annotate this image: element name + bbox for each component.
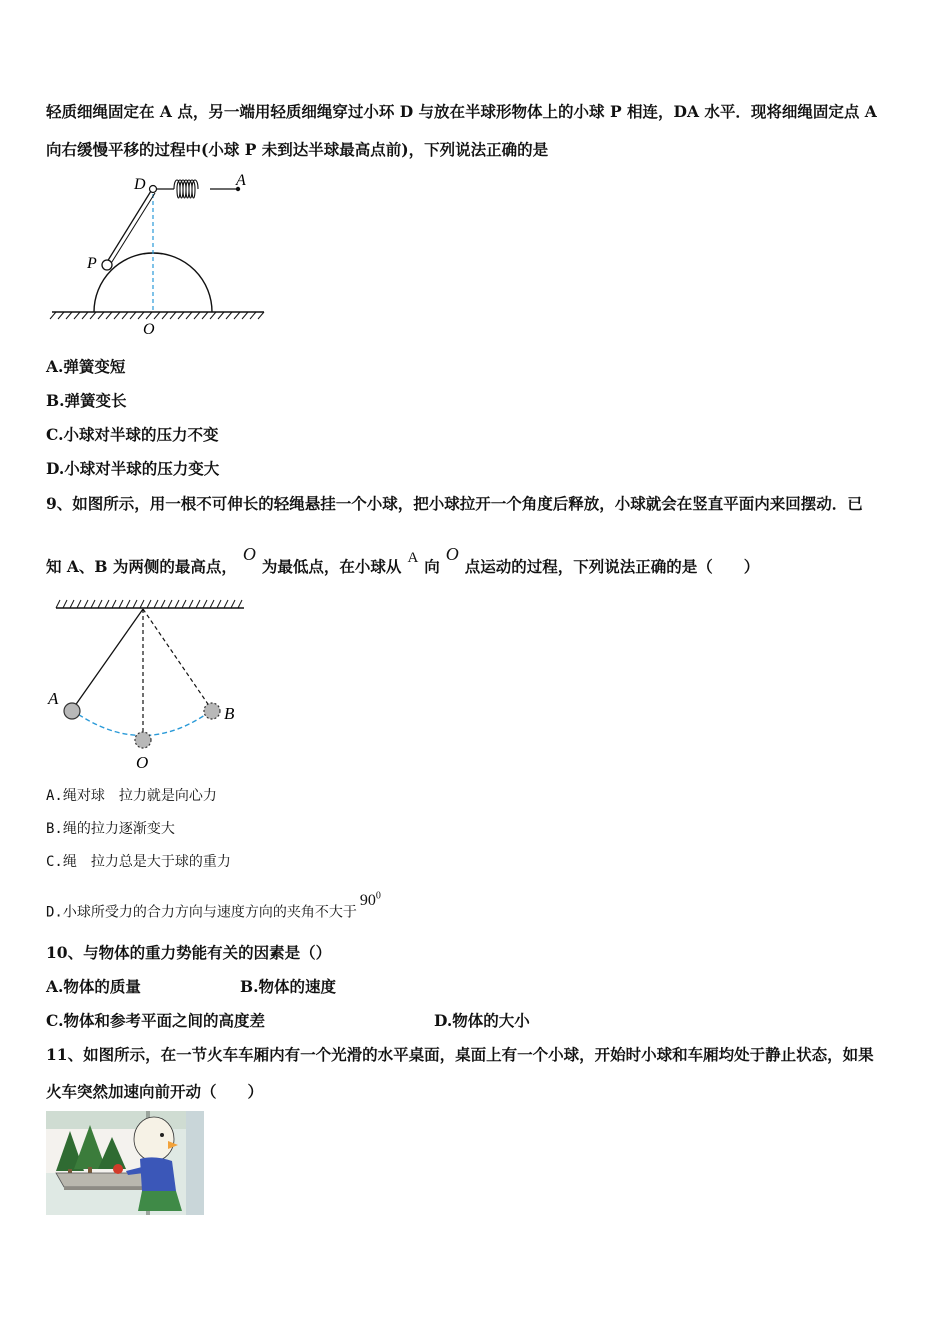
ring-d [150,186,157,193]
q9-option-c: C.绳 拉力总是大于球的重力 [46,854,231,870]
q9-figure [44,596,254,774]
label-o: O [143,321,155,338]
q9-option-d-text: D.小球所受力的合力方向与速度方向的夹角不大于 [46,904,357,921]
ball-p [102,260,112,270]
q11-train-illustration [46,1111,204,1215]
q10-option-a: A.物体的质量 [46,977,141,996]
q8-option-d: D.小球对半球的压力变大 [46,459,220,478]
angle-degree: 0 [375,891,381,902]
ground-hatch [50,312,264,319]
ceiling-hatch [56,600,242,608]
q8-option-c: C.小球对半球的压力不变 [46,425,219,444]
q10-option-c: C.物体和参考平面之间的高度差 [46,1011,265,1030]
q9-stem-part4: 点运动的过程，下列说法正确的是（ ） [464,557,760,576]
spring [174,180,198,198]
q8-stem-line1: 轻质细绳固定在 A 点，另一端用轻质细绳穿过小环 D 与放在半球形物体上的小球 P 相连，DA 水平．现将细绳固定点 A [46,102,877,121]
q10-option-b: B.物体的速度 [240,977,336,996]
q11-stem-line1: 11、如图所示，在一节火车车厢内有一个光滑的水平桌面，桌面上有一个小球，开始时小球和车厢均处于静止状态，如果 [46,1045,874,1064]
q9-stem-o2: O [445,544,459,564]
label-a: A [236,172,246,189]
label-d: D [134,176,146,193]
label-a: A [48,689,59,708]
angle-value: 90 [359,892,376,910]
q10-option-d: D.物体的大小 [434,1011,530,1030]
q9-stem-part2: 为最低点，在小球从 [261,557,402,576]
q8-option-b: B.弹簧变长 [46,391,127,410]
label-o: O [136,753,149,772]
ball-b [204,703,220,719]
q9-stem-part3: 向 [424,557,440,576]
string-dp [107,191,151,262]
q8-stem-line2: 向右缓慢平移的过程中(小球 P 未到达半球最高点前)，下列说法正确的是 [46,140,549,159]
q9-option-a: A.绳对球 拉力就是向心力 [46,788,217,804]
ball-a [64,703,80,719]
q9-option-d-angle [360,892,381,909]
q11-stem-line2: 火车突然加速向前开动（ ） [46,1082,264,1101]
q9-stem-line2 [46,544,760,578]
string-a [72,609,143,710]
q9-option-b: B.绳的拉力逐渐变大 [46,821,175,837]
q9-option-d [46,891,381,922]
q9-stem-line1: 9、如图所示，用一根不可伸长的轻绳悬挂一个小球，把小球拉开一个角度后释放，小球就会在竖直平面内来回摆动．已 [46,494,863,513]
ball-o [135,732,151,748]
q9-stem-a: A [407,550,419,566]
q10-stem: 10、与物体的重力势能有关的因素是（） [46,943,332,962]
q9-stem-o1: O [242,544,256,564]
q8-figure [44,170,274,342]
string-b [143,609,212,710]
string-dp-2 [110,193,155,265]
label-b: B [224,704,235,723]
label-p: P [87,255,97,272]
q8-option-a: A.弹簧变短 [46,357,126,376]
q9-stem-part1: 知 A、B 为两侧的最高点， [46,557,237,576]
